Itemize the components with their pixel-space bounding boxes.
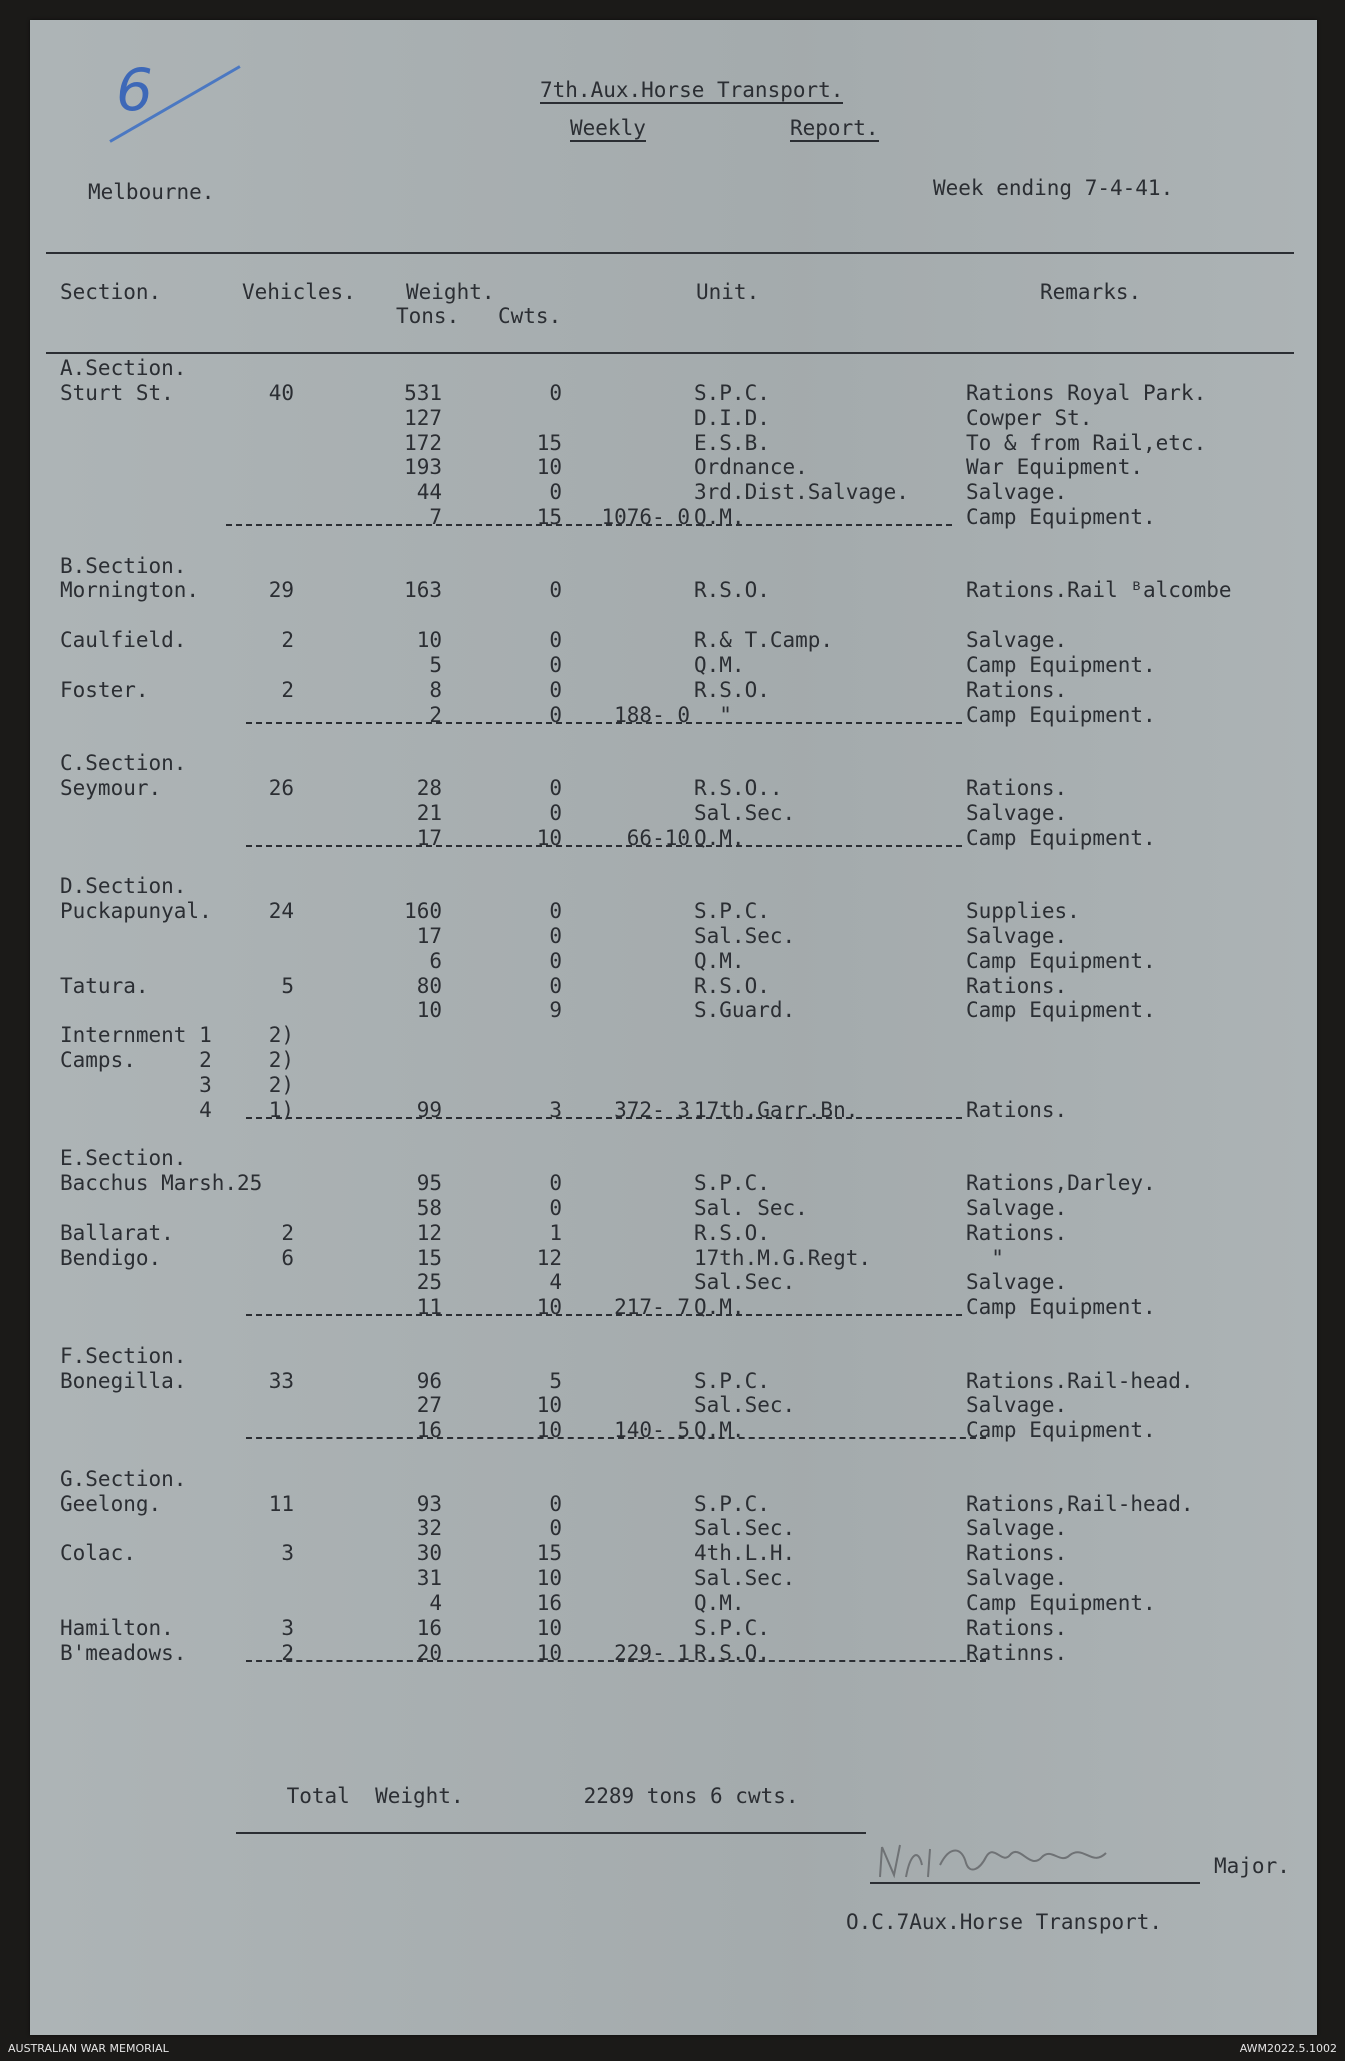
col-cwts: Cwts. — [498, 304, 562, 328]
row-remarks: Salvage. — [966, 1393, 1068, 1418]
row-cwts: 10 — [536, 1640, 562, 1665]
document-page — [30, 20, 1317, 2035]
row-remarks: Salvage. — [966, 1566, 1068, 1591]
row-place: Camps. 2 — [60, 1048, 212, 1073]
row-remarks: Salvage. — [966, 1516, 1068, 1541]
row-tons: 27 — [416, 1393, 442, 1418]
row-remarks: Rations.Rail ᴮalcombe — [966, 578, 1232, 603]
week-ending: Week ending 7-4-41. — [933, 176, 1174, 200]
row-unit: Q.M. — [694, 948, 745, 973]
row-place: Bonegilla. — [60, 1368, 187, 1393]
section-divider — [226, 524, 952, 526]
row-tons: 16 — [416, 1418, 442, 1443]
row-remarks: Rations. — [966, 677, 1068, 702]
row-unit: Q.M. — [694, 505, 745, 530]
row-remarks: Camp Equipment. — [966, 652, 1156, 677]
row-vehicles: 2 — [281, 1640, 294, 1665]
row-tons: 80 — [416, 973, 442, 998]
row-remarks: Camp Equipment. — [966, 998, 1156, 1023]
row-tons: 10 — [416, 998, 442, 1023]
row-remarks: Rations. — [966, 1615, 1068, 1640]
row-tons: 17 — [416, 923, 442, 948]
row-tons: 32 — [416, 1516, 442, 1541]
row-vehicles: 40 — [268, 380, 294, 405]
row-tons: 28 — [416, 775, 442, 800]
archive-reference: AWM2022.5.1002 — [1239, 2042, 1337, 2055]
row-remarks: Ratinns. — [966, 1640, 1068, 1665]
row-cwts: 0 — [549, 628, 562, 653]
row-cwts: 10 — [536, 825, 562, 850]
row-cwts: 16 — [536, 1591, 562, 1616]
row-cwts: 10 — [536, 1393, 562, 1418]
section-title: F.Section. — [60, 1343, 187, 1368]
report-title: 7th.Aux.Horse Transport. — [540, 78, 844, 102]
row-remarks: Rations Royal Park. — [966, 380, 1207, 405]
signatory-office: O.C.7Aux.Horse Transport. — [846, 1910, 1163, 1934]
row-subtotal: 188- 0 — [614, 702, 690, 727]
row-unit: " — [694, 702, 732, 727]
row-remarks: Rations.Rail-head. — [966, 1368, 1194, 1393]
row-remarks: Salvage. — [966, 800, 1068, 825]
row-place: Internment 1 — [60, 1023, 212, 1048]
col-weight: Weight. — [406, 280, 495, 304]
row-tons: 30 — [416, 1541, 442, 1566]
row-vehicles: 24 — [268, 898, 294, 923]
col-vehicles: Vehicles. — [242, 280, 356, 304]
row-unit: Sal.Sec. — [694, 1270, 796, 1295]
row-cwts: 10 — [536, 1295, 562, 1320]
row-vehicles: 33 — [268, 1368, 294, 1393]
row-remarks: Salvage. — [966, 923, 1068, 948]
row-tons: 6 — [429, 948, 442, 973]
row-tons: 8 — [429, 677, 442, 702]
row-vehicles: 2) — [268, 1048, 294, 1073]
row-unit: D.I.D. — [694, 405, 770, 430]
row-cwts: 4 — [549, 1270, 562, 1295]
row-cwts: 0 — [549, 702, 562, 727]
row-cwts: 0 — [549, 775, 562, 800]
row-cwts: 12 — [536, 1245, 562, 1270]
row-cwts: 10 — [536, 1615, 562, 1640]
row-vehicles: 29 — [268, 578, 294, 603]
row-tons: 44 — [416, 480, 442, 505]
row-place: Bendigo. — [60, 1245, 162, 1270]
row-remarks: Camp Equipment. — [966, 825, 1156, 850]
section-title: B.Section. — [60, 553, 187, 578]
row-cwts: 0 — [549, 480, 562, 505]
row-subtotal: 1076- 0 — [601, 505, 690, 530]
row-place: 4 — [60, 1097, 212, 1122]
row-unit: 17th.Garr.Bn. — [694, 1097, 859, 1122]
row-tons: 12 — [416, 1220, 442, 1245]
row-place: Sturt St. — [60, 380, 174, 405]
row-unit: Q.M. — [694, 1295, 745, 1320]
row-unit: R.S.O.. — [694, 775, 783, 800]
column-header-rule — [46, 352, 1294, 354]
row-remarks: Camp Equipment. — [966, 505, 1156, 530]
row-tons: 160 — [404, 898, 442, 923]
row-unit: E.S.B. — [694, 430, 770, 455]
total-line — [236, 1760, 866, 1834]
row-remarks: War Equipment. — [966, 455, 1144, 480]
col-remarks: Remarks. — [1040, 280, 1142, 304]
row-cwts: 1 — [549, 1220, 562, 1245]
row-cwts: 5 — [549, 1368, 562, 1393]
row-place: Mornington. — [60, 578, 200, 603]
col-section: Section. — [60, 280, 162, 304]
row-vehicles: 2 — [281, 677, 294, 702]
row-vehicles: 3 — [281, 1615, 294, 1640]
row-unit: S.P.C. — [694, 1615, 770, 1640]
row-tons: 99 — [416, 1097, 442, 1122]
row-tons: 58 — [416, 1195, 442, 1220]
row-remarks: Rations. — [966, 1220, 1068, 1245]
row-cwts: 10 — [536, 1566, 562, 1591]
row-remarks: Rations,Darley. — [966, 1171, 1156, 1196]
row-unit: 3rd.Dist.Salvage. — [694, 480, 909, 505]
row-remarks: Camp Equipment. — [966, 1295, 1156, 1320]
row-vehicles: 2) — [268, 1023, 294, 1048]
row-remarks: Camp Equipment. — [966, 1418, 1156, 1443]
row-tons: 96 — [416, 1368, 442, 1393]
row-tons: 20 — [416, 1640, 442, 1665]
row-tons: 4 — [429, 1591, 442, 1616]
row-unit: S.P.C. — [694, 1368, 770, 1393]
section-divider — [246, 1314, 962, 1316]
row-unit: Sal. Sec. — [694, 1195, 808, 1220]
row-remarks: Camp Equipment. — [966, 1591, 1156, 1616]
row-vehicles: 1) — [268, 1097, 294, 1122]
row-unit: Sal.Sec. — [694, 1516, 796, 1541]
row-cwts: 10 — [536, 455, 562, 480]
row-remarks: Cowper St. — [966, 405, 1093, 430]
row-tons: 11 — [416, 1295, 442, 1320]
row-cwts: 0 — [549, 800, 562, 825]
row-cwts: 0 — [549, 652, 562, 677]
archive-credit: AUSTRALIAN WAR MEMORIAL — [8, 2042, 169, 2055]
row-remarks: Camp Equipment. — [966, 702, 1156, 727]
row-tons: 531 — [404, 380, 442, 405]
row-place: Colac. — [60, 1541, 136, 1566]
row-tons: 127 — [404, 405, 442, 430]
row-cwts: 0 — [549, 1171, 562, 1196]
signatory-rank: Major. — [1214, 1854, 1290, 1878]
row-remarks: Salvage. — [966, 1195, 1068, 1220]
row-unit: Q.M. — [694, 1418, 745, 1443]
row-vehicles: 5 — [281, 973, 294, 998]
row-remarks: Rations. — [966, 1097, 1068, 1122]
col-tons: Tons. — [396, 304, 460, 328]
row-tons: 2 — [429, 702, 442, 727]
section-divider — [246, 1117, 962, 1119]
row-unit: Q.M. — [694, 1591, 745, 1616]
row-cwts: 0 — [549, 380, 562, 405]
row-unit: S.P.C. — [694, 1491, 770, 1516]
row-place: Geelong. — [60, 1491, 162, 1516]
report-subtitle-report: Report. — [790, 116, 879, 140]
row-cwts: 9 — [549, 998, 562, 1023]
section-title: E.Section. — [60, 1146, 187, 1171]
row-unit: R.S.O. — [694, 973, 770, 998]
section-title: C.Section. — [60, 751, 187, 776]
row-unit: Sal.Sec. — [694, 1393, 796, 1418]
row-unit: R.& T.Camp. — [694, 628, 834, 653]
row-tons: 5 — [429, 652, 442, 677]
row-unit: S.P.C. — [694, 380, 770, 405]
row-cwts: 0 — [549, 1491, 562, 1516]
row-cwts: 10 — [536, 1418, 562, 1443]
row-cwts: 0 — [549, 1516, 562, 1541]
row-tons: 25 — [416, 1270, 442, 1295]
row-place: Tatura. — [60, 973, 149, 998]
row-remarks: Rations. — [966, 775, 1068, 800]
row-remarks: Camp Equipment. — [966, 948, 1156, 973]
row-vehicles: 2 — [281, 1220, 294, 1245]
row-place: Ballarat. — [60, 1220, 174, 1245]
report-subtitle-weekly: Weekly — [570, 116, 646, 140]
row-unit: S.Guard. — [694, 998, 796, 1023]
row-cwts: 0 — [549, 578, 562, 603]
row-subtotal: 66-10 — [626, 825, 690, 850]
row-remarks: Salvage. — [966, 1270, 1068, 1295]
section-divider — [246, 722, 962, 724]
row-tons: 10 — [416, 628, 442, 653]
section-divider — [246, 1437, 986, 1439]
row-unit: Q.M. — [694, 652, 745, 677]
row-place: B'meadows. — [60, 1640, 187, 1665]
row-vehicles: 26 — [268, 775, 294, 800]
row-remarks: Supplies. — [966, 898, 1080, 923]
row-remarks: Salvage. — [966, 480, 1068, 505]
row-place: 3 — [60, 1072, 212, 1097]
row-tons: 21 — [416, 800, 442, 825]
row-place: Seymour. — [60, 775, 162, 800]
row-unit: 17th.M.G.Regt. — [694, 1245, 872, 1270]
row-unit: S.P.C. — [694, 898, 770, 923]
total-value: 2289 tons 6 cwts. — [583, 1784, 799, 1808]
row-unit: R.S.O. — [694, 578, 770, 603]
row-unit: Sal.Sec. — [694, 1566, 796, 1591]
row-cwts: 0 — [549, 677, 562, 702]
section-divider — [246, 845, 962, 847]
row-cwts: 0 — [549, 948, 562, 973]
row-tons: 7 — [429, 505, 442, 530]
row-unit: R.S.O. — [694, 1220, 770, 1245]
row-place: Hamilton. — [60, 1615, 174, 1640]
row-subtotal: 140- 5 — [614, 1418, 690, 1443]
section-divider — [246, 1660, 986, 1662]
row-cwts: 15 — [536, 430, 562, 455]
row-cwts: 0 — [549, 1195, 562, 1220]
row-vehicles: 2) — [268, 1072, 294, 1097]
row-place: Bacchus Marsh.25 — [60, 1171, 263, 1196]
row-tons: 193 — [404, 455, 442, 480]
row-subtotal: 217- 7 — [614, 1295, 690, 1320]
row-cwts: 15 — [536, 505, 562, 530]
header-rule — [46, 252, 1294, 254]
row-place: Puckapunyal. — [60, 898, 212, 923]
row-tons: 163 — [404, 578, 442, 603]
row-cwts: 0 — [549, 923, 562, 948]
row-remarks: To & from Rail,etc. — [966, 430, 1207, 455]
row-unit: R.S.O. — [694, 677, 770, 702]
row-tons: 31 — [416, 1566, 442, 1591]
row-tons: 93 — [416, 1491, 442, 1516]
section-title: G.Section. — [60, 1466, 187, 1491]
row-cwts: 15 — [536, 1541, 562, 1566]
row-unit: R.S.O. — [694, 1640, 770, 1665]
row-cwts: 0 — [549, 898, 562, 923]
col-unit: Unit. — [696, 280, 760, 304]
handwritten-page-number: 6 — [116, 56, 153, 124]
location: Melbourne. — [88, 180, 215, 204]
row-unit: Ordnance. — [694, 455, 808, 480]
row-subtotal: 229- 1 — [614, 1640, 690, 1665]
row-unit: Sal.Sec. — [694, 800, 796, 825]
row-remarks: Salvage. — [966, 628, 1068, 653]
row-cwts: 3 — [549, 1097, 562, 1122]
row-vehicles: 3 — [281, 1541, 294, 1566]
row-unit: 4th.L.H. — [694, 1541, 796, 1566]
row-tons: 15 — [416, 1245, 442, 1270]
row-vehicles: 2 — [281, 628, 294, 653]
row-unit: S.P.C. — [694, 1171, 770, 1196]
row-tons: 95 — [416, 1171, 442, 1196]
row-tons: 16 — [416, 1615, 442, 1640]
row-remarks: Rations. — [966, 973, 1068, 998]
signature-scrawl — [870, 1835, 1210, 1885]
row-place: Foster. — [60, 677, 149, 702]
row-tons: 17 — [416, 825, 442, 850]
row-cwts: 0 — [549, 973, 562, 998]
row-vehicles: 11 — [268, 1491, 294, 1516]
total-label: Total Weight. — [286, 1784, 464, 1808]
row-unit: Sal.Sec. — [694, 923, 796, 948]
section-title: D.Section. — [60, 874, 187, 899]
row-vehicles: 6 — [281, 1245, 294, 1270]
row-place: Caulfield. — [60, 628, 187, 653]
section-title: A.Section. — [60, 356, 187, 380]
row-tons: 172 — [404, 430, 442, 455]
row-unit: Q.M. — [694, 825, 745, 850]
row-remarks: " — [966, 1245, 1004, 1270]
row-remarks: Rations,Rail-head. — [966, 1491, 1194, 1516]
row-remarks: Rations. — [966, 1541, 1068, 1566]
row-subtotal: 372- 3 — [614, 1097, 690, 1122]
